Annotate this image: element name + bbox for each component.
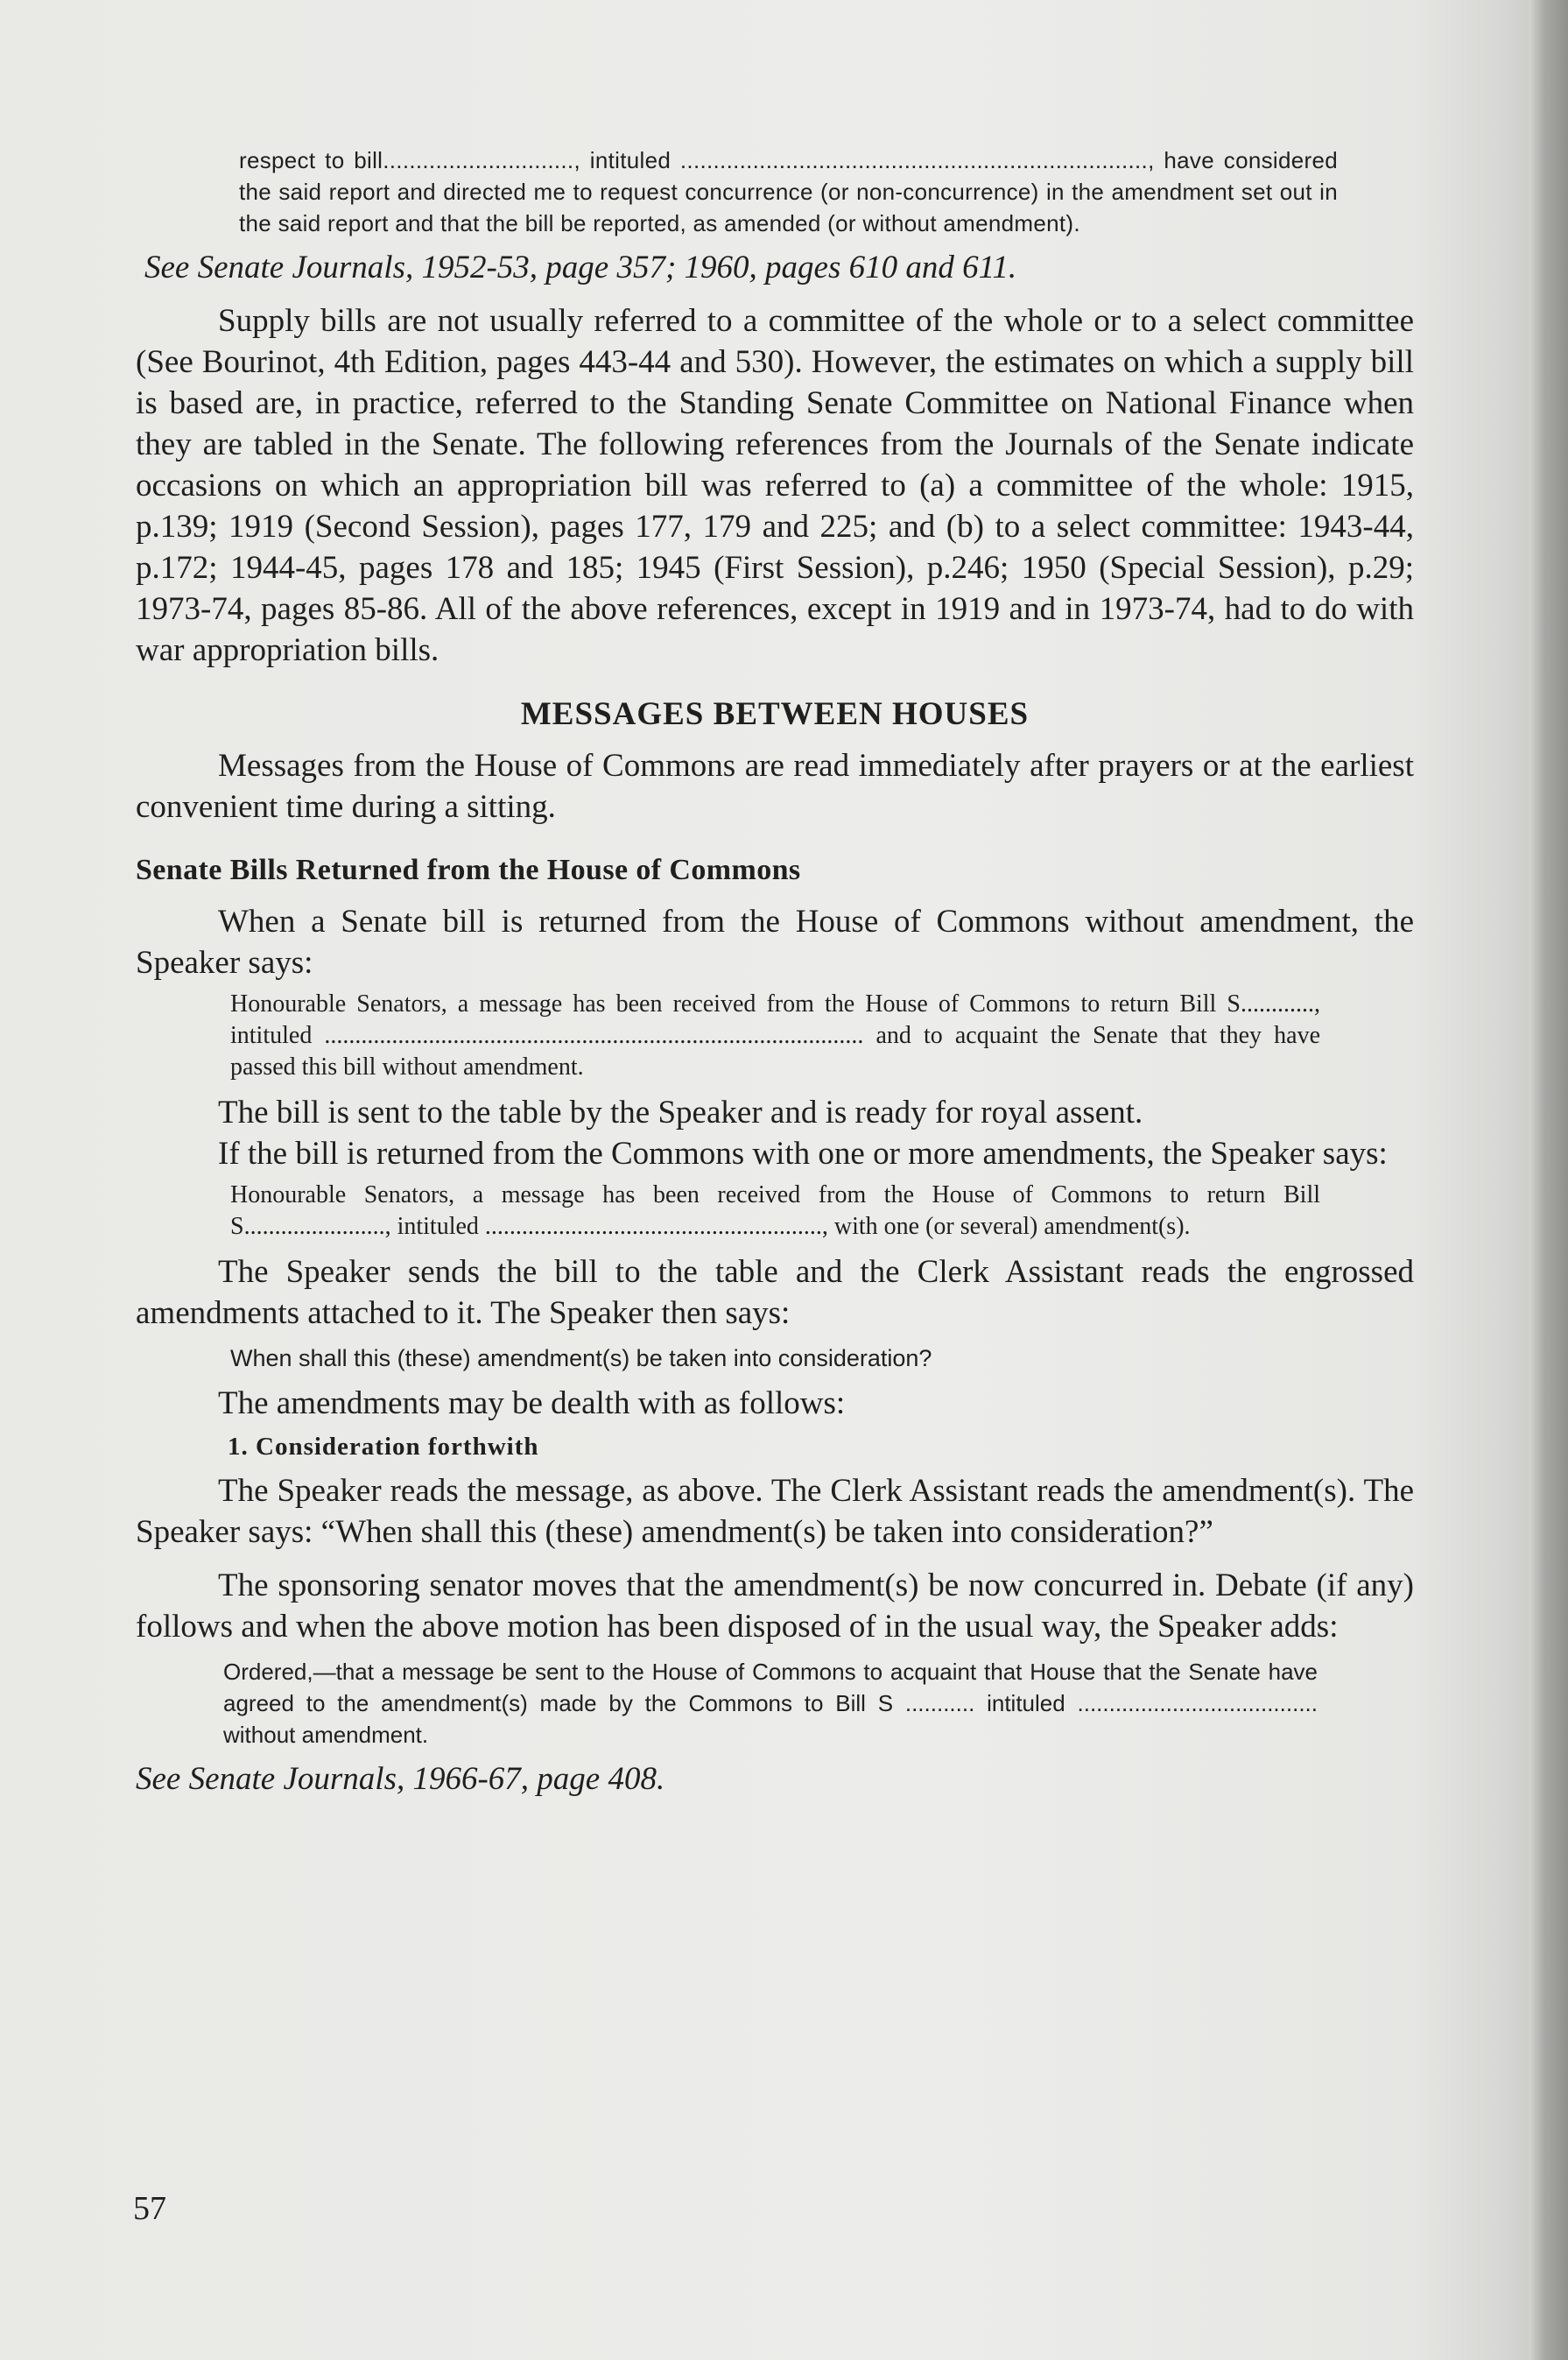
book-spine-shadow <box>1529 0 1568 2360</box>
journal-reference-2: See Senate Journals, 1966-67, page 408. <box>136 1761 665 1797</box>
paragraph-with-amendments: If the bill is returned from the Commons with one or more amendments, the Speaker says: <box>218 1136 1388 1172</box>
speaker-quote-without-amendment: Honourable Senators, a message has been received from the House of Commons to return Bill S............, intituled ........................................................................................ and to acquaint the Senate that they have passed this bill without amendment. <box>230 990 1320 1081</box>
page-number: 57 <box>133 2190 166 2227</box>
journal-reference-1: See Senate Journals, 1952-53, page 357; 1960, pages 610 and 611. <box>144 250 1017 285</box>
speaker-question-consideration: When shall this (these) amendment(s) be taken into consideration? <box>230 1345 932 1371</box>
paragraph-supply-bills: Supply bills are not usually referred to a committee of the whole or to a select committee (See Bourinot, 4th Edition, pages 443-44 and 530). However, the estimates on which a supply bill is based are, in practice, referred to the Standing Senate Committee on National Finance when they are tabled in the Senate. The following references from the Journals of the Senate indicate occasions on which an appropriation bill was referred to (a) a committee of the whole: 1915, p.139; 1919 (Second Session), pages 177, 179 and 225; and (b) to a select committee: 1943-44, p.172; 1944-45, pages 178 and 185; 1945 (First Session), p.246; 1950 (Special Session), p.29; 1973-74, pages 85-86. All of the above references, except in 1919 and in 1973-74, had to do with war appropriation bills. <box>136 303 1414 668</box>
top-quote: respect to bill............................., intituled ......................................................................., have considered the said report and directed me to request concurrence (or non-concurrence) in the amendment set out in the said report and that the bill be reported, as amended (or without amendment). <box>239 147 1338 236</box>
subheading-bills-returned: Senate Bills Returned from the House of Commons <box>136 854 801 886</box>
numbered-heading-consideration-forthwith: 1. Consideration forthwith <box>228 1433 539 1461</box>
paragraph-speaker-reads: The Speaker reads the message, as above. The Clerk Assistant reads the amendment(s). The Speaker says: “When shall this (these) amendment(s) be taken into consideration?” <box>136 1473 1414 1550</box>
paragraph-dealt-with: The amendments may be dealth with as follows: <box>218 1385 846 1421</box>
paragraph-royal-assent: The bill is sent to the table by the Speaker and is ready for royal assent. <box>218 1095 1143 1131</box>
paragraph-sponsoring-senator: The sponsoring senator moves that the amendment(s) be now concurred in. Debate (if any) follows and when the above motion has been disposed of in the usual way, the Speaker adds: <box>136 1567 1414 1645</box>
speaker-order-message: Ordered,—that a message be sent to the House of Commons to acquaint that House that the Senate have agreed to the amendment(s) made by the Commons to Bill S ........... intituled ...................................... without amendment. <box>223 1659 1318 1748</box>
paragraph-without-amendment: When a Senate bill is returned from the House of Commons without amendment, the Speaker says: <box>136 904 1414 981</box>
paragraph-engrossed-amendments: The Speaker sends the bill to the table and the Clerk Assistant reads the engrossed amendments attached to it. The Speaker then says: <box>136 1254 1414 1331</box>
paragraph-messages: Messages from the House of Commons are read immediately after prayers or at the earliest convenient time during a sitting. <box>136 748 1414 825</box>
section-heading-messages: MESSAGES BETWEEN HOUSES <box>520 696 1030 732</box>
speaker-quote-with-amendments: Honourable Senators, a message has been received from the House of Commons to return Bill S......................., intituled ......................................................., with one (or several) amendment(s). <box>230 1181 1320 1240</box>
page-content <box>136 144 1414 1812</box>
